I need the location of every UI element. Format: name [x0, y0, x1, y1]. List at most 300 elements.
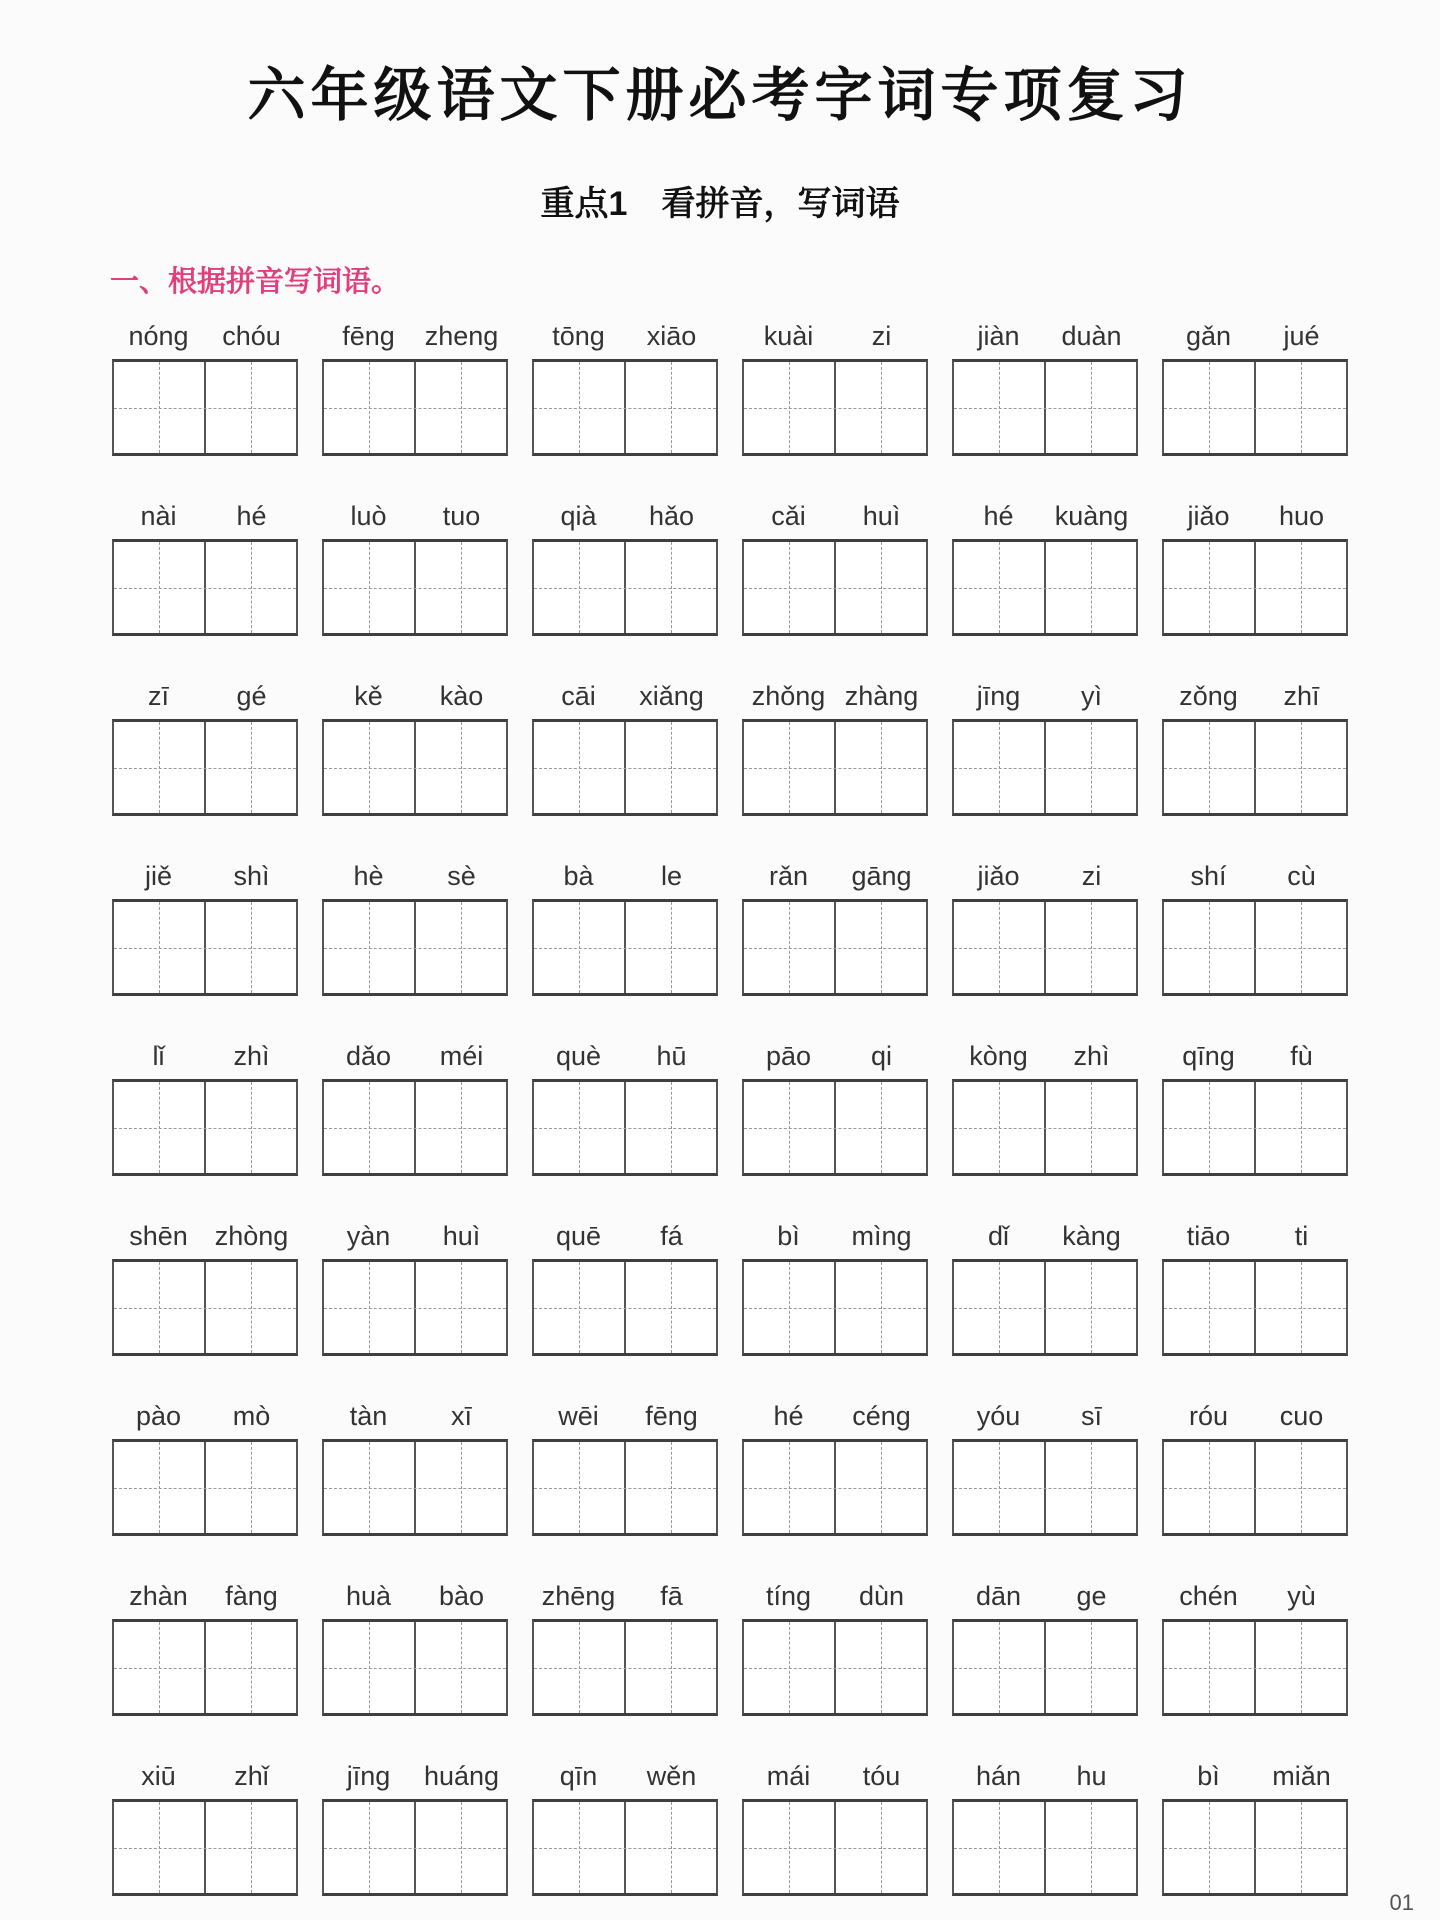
- word-pair: [322, 1390, 508, 1536]
- writing-cell[interactable]: [206, 362, 296, 453]
- pinyin-syllable: cuo: [1279, 1401, 1324, 1431]
- pinyin-label: [1162, 1390, 1348, 1432]
- page-title: 六年级语文下册必考字词专项复习: [247, 63, 1193, 128]
- pinyin-syllable: zhì: [233, 1041, 270, 1071]
- writing-cell[interactable]: [954, 542, 1046, 633]
- pinyin-label: [952, 670, 1138, 712]
- pinyin-row: [112, 1210, 1348, 1356]
- word-pair: [322, 1570, 508, 1716]
- writing-grid: [322, 1619, 508, 1716]
- writing-grid: [742, 1799, 928, 1896]
- pinyin-label: [1162, 490, 1348, 532]
- writing-grid: [112, 1259, 298, 1356]
- pinyin-syllable: qià: [560, 501, 597, 531]
- pinyin-syllable: hū: [656, 1041, 687, 1071]
- writing-cell[interactable]: [1256, 1802, 1346, 1893]
- writing-cell[interactable]: [1164, 722, 1256, 813]
- pinyin-syllable: tàn: [349, 1401, 388, 1431]
- writing-cell[interactable]: [114, 1622, 206, 1713]
- pinyin-syllable: jiàn: [977, 321, 1020, 351]
- word-pair: [742, 1390, 928, 1536]
- pinyin-syllable: chén: [1179, 1581, 1238, 1611]
- pinyin-row: [112, 1570, 1348, 1716]
- pinyin-syllable: tóu: [862, 1761, 901, 1791]
- pinyin-label: [952, 1750, 1138, 1792]
- writing-cell[interactable]: [626, 722, 716, 813]
- writing-cell[interactable]: [836, 722, 926, 813]
- writing-grid: [1162, 899, 1348, 996]
- pinyin-syllable: gāng: [851, 861, 912, 891]
- writing-cell[interactable]: [626, 1802, 716, 1893]
- word-pair: [532, 1030, 718, 1176]
- writing-cell[interactable]: [1164, 1442, 1256, 1533]
- writing-cell[interactable]: [534, 1622, 626, 1713]
- writing-grid: [322, 899, 508, 996]
- pinyin-syllable: yì: [1080, 681, 1102, 711]
- writing-cell[interactable]: [744, 1082, 836, 1173]
- pinyin-syllable: tuo: [442, 501, 481, 531]
- writing-cell[interactable]: [206, 902, 296, 993]
- page-number: 01: [1389, 1890, 1414, 1915]
- pinyin-label: [952, 1390, 1138, 1432]
- pinyin-label: [322, 1210, 508, 1252]
- writing-cell[interactable]: [416, 1262, 506, 1353]
- pinyin-syllable: nóng: [128, 321, 189, 351]
- pinyin-label: [112, 1750, 298, 1792]
- writing-cell[interactable]: [1256, 902, 1346, 993]
- pinyin-syllable: zhàng: [844, 681, 919, 711]
- writing-cell[interactable]: [114, 902, 206, 993]
- writing-cell[interactable]: [1046, 722, 1136, 813]
- writing-grid: [112, 1439, 298, 1536]
- pinyin-syllable: luò: [350, 501, 387, 531]
- pinyin-label: [112, 1390, 298, 1432]
- writing-cell[interactable]: [324, 902, 416, 993]
- writing-cell[interactable]: [744, 902, 836, 993]
- writing-cell[interactable]: [206, 542, 296, 633]
- pinyin-syllable: hé: [773, 1401, 804, 1431]
- writing-grid: [112, 1799, 298, 1896]
- pinyin-syllable: hán: [975, 1761, 1022, 1791]
- word-pair: [1162, 310, 1348, 456]
- pinyin-row: [112, 1030, 1348, 1176]
- word-pair: [952, 1030, 1138, 1176]
- writing-cell[interactable]: [534, 362, 626, 453]
- writing-cell[interactable]: [954, 902, 1046, 993]
- writing-grid: [112, 719, 298, 816]
- pinyin-label: [532, 1750, 718, 1792]
- pinyin-label: [742, 1390, 928, 1432]
- writing-cell[interactable]: [836, 1622, 926, 1713]
- writing-cell[interactable]: [1164, 1622, 1256, 1713]
- writing-grid: [112, 539, 298, 636]
- pinyin-label: [1162, 310, 1348, 352]
- writing-cell[interactable]: [1256, 722, 1346, 813]
- writing-cell[interactable]: [324, 722, 416, 813]
- writing-cell[interactable]: [1164, 902, 1256, 993]
- pinyin-label: [532, 1210, 718, 1252]
- pinyin-syllable: hè: [353, 861, 384, 891]
- writing-cell[interactable]: [1256, 1262, 1346, 1353]
- writing-cell[interactable]: [206, 722, 296, 813]
- pinyin-syllable: zheng: [424, 321, 499, 351]
- writing-cell[interactable]: [416, 722, 506, 813]
- word-pair: [1162, 1030, 1348, 1176]
- pinyin-syllable: fù: [1290, 1041, 1313, 1071]
- word-pair: [322, 1210, 508, 1356]
- pinyin-label: [742, 1750, 928, 1792]
- writing-grid: [532, 899, 718, 996]
- word-pair: [112, 1570, 298, 1716]
- pinyin-syllable: kuàng: [1054, 501, 1129, 531]
- pinyin-syllable: zǒng: [1179, 681, 1238, 711]
- word-pair: [952, 850, 1138, 996]
- word-pair: [532, 310, 718, 456]
- pinyin-syllable: méi: [439, 1041, 484, 1071]
- writing-cell[interactable]: [954, 722, 1046, 813]
- pinyin-syllable: gǎn: [1185, 321, 1232, 351]
- pinyin-syllable: zī: [147, 681, 169, 711]
- pinyin-syllable: hé: [983, 501, 1014, 531]
- writing-grid: [322, 359, 508, 456]
- writing-grid: [322, 539, 508, 636]
- pinyin-label: [112, 310, 298, 352]
- pinyin-label: [322, 1570, 508, 1612]
- writing-cell[interactable]: [114, 1442, 206, 1533]
- writing-cell[interactable]: [626, 1262, 716, 1353]
- pinyin-label: [532, 1570, 718, 1612]
- writing-grid: [742, 1439, 928, 1536]
- pinyin-label: [322, 1030, 508, 1072]
- pinyin-syllable: tíng: [765, 1581, 812, 1611]
- writing-cell[interactable]: [1256, 1442, 1346, 1533]
- word-pair: [532, 850, 718, 996]
- writing-cell[interactable]: [1164, 362, 1256, 453]
- pinyin-label: [532, 1030, 718, 1072]
- word-pair: [532, 670, 718, 816]
- writing-cell[interactable]: [836, 1082, 926, 1173]
- word-pair: [112, 490, 298, 636]
- pinyin-label: [742, 1570, 928, 1612]
- pinyin-syllable: mò: [232, 1401, 271, 1431]
- pinyin-syllable: zhī: [1283, 681, 1320, 711]
- writing-grid: [1162, 1439, 1348, 1536]
- writing-cell[interactable]: [954, 362, 1046, 453]
- pinyin-syllable: hé: [236, 501, 267, 531]
- pinyin-syllable: nài: [140, 501, 177, 531]
- pinyin-syllable: kuài: [763, 321, 814, 351]
- word-pair: [322, 1030, 508, 1176]
- writing-grid: [1162, 1619, 1348, 1716]
- pinyin-syllable: cù: [1287, 861, 1316, 891]
- writing-grid: [112, 1619, 298, 1716]
- pinyin-row: [112, 670, 1348, 816]
- writing-cell[interactable]: [626, 1622, 716, 1713]
- pinyin-label: [112, 850, 298, 892]
- writing-cell[interactable]: [534, 1442, 626, 1533]
- writing-cell[interactable]: [1046, 1442, 1136, 1533]
- writing-cell[interactable]: [836, 542, 926, 633]
- writing-cell[interactable]: [744, 362, 836, 453]
- word-pair: [952, 1570, 1138, 1716]
- pinyin-syllable: huáng: [423, 1761, 500, 1791]
- word-pair: [532, 1210, 718, 1356]
- pinyin-label: [742, 310, 928, 352]
- pinyin-syllable: ge: [1076, 1581, 1107, 1611]
- pinyin-label: [112, 490, 298, 532]
- worksheet-rows: [112, 310, 1348, 1896]
- pinyin-syllable: qīn: [559, 1761, 598, 1791]
- word-pair: [742, 1750, 928, 1896]
- pinyin-label: [1162, 1210, 1348, 1252]
- pinyin-syllable: lǐ: [152, 1041, 165, 1071]
- pinyin-syllable: dǎo: [345, 1041, 392, 1071]
- pinyin-syllable: miǎn: [1272, 1761, 1331, 1791]
- writing-grid: [1162, 1259, 1348, 1356]
- writing-grid: [1162, 359, 1348, 456]
- word-pair: [742, 490, 928, 636]
- writing-cell[interactable]: [114, 1802, 206, 1893]
- pinyin-row: [112, 1390, 1348, 1536]
- pinyin-syllable: chóu: [222, 321, 281, 351]
- pinyin-syllable: xiǎng: [639, 681, 704, 711]
- writing-cell[interactable]: [626, 362, 716, 453]
- writing-cell[interactable]: [324, 1622, 416, 1713]
- writing-grid: [952, 539, 1138, 636]
- writing-cell[interactable]: [1164, 1082, 1256, 1173]
- writing-cell[interactable]: [1256, 542, 1346, 633]
- pinyin-syllable: zi: [1081, 861, 1102, 891]
- writing-cell[interactable]: [416, 902, 506, 993]
- word-pair: [1162, 670, 1348, 816]
- writing-cell[interactable]: [534, 542, 626, 633]
- word-pair: [112, 850, 298, 996]
- pinyin-row: [112, 310, 1348, 456]
- pinyin-syllable: què: [555, 1041, 602, 1071]
- writing-cell[interactable]: [416, 542, 506, 633]
- writing-cell[interactable]: [954, 1622, 1046, 1713]
- writing-cell[interactable]: [416, 1082, 506, 1173]
- writing-cell[interactable]: [626, 542, 716, 633]
- pinyin-syllable: kào: [439, 681, 484, 711]
- writing-cell[interactable]: [1164, 542, 1256, 633]
- pinyin-label: [532, 670, 718, 712]
- writing-cell[interactable]: [744, 1442, 836, 1533]
- writing-cell[interactable]: [1046, 1802, 1136, 1893]
- pinyin-label: [322, 1390, 508, 1432]
- pinyin-syllable: xiū: [141, 1761, 176, 1791]
- writing-cell[interactable]: [114, 362, 206, 453]
- writing-cell[interactable]: [836, 1802, 926, 1893]
- writing-cell[interactable]: [324, 542, 416, 633]
- writing-cell[interactable]: [324, 362, 416, 453]
- pinyin-label: [112, 1570, 298, 1612]
- writing-cell[interactable]: [114, 722, 206, 813]
- word-pair: [532, 490, 718, 636]
- word-pair: [952, 1210, 1138, 1356]
- writing-cell[interactable]: [1046, 1622, 1136, 1713]
- writing-cell[interactable]: [416, 362, 506, 453]
- writing-grid: [322, 719, 508, 816]
- pinyin-syllable: quē: [555, 1221, 602, 1251]
- writing-cell[interactable]: [744, 1262, 836, 1353]
- writing-cell[interactable]: [534, 1802, 626, 1893]
- pinyin-label: [322, 490, 508, 532]
- writing-cell[interactable]: [626, 1442, 716, 1533]
- word-pair: [742, 310, 928, 456]
- writing-cell[interactable]: [416, 1622, 506, 1713]
- writing-cell[interactable]: [1256, 1622, 1346, 1713]
- word-pair: [1162, 1210, 1348, 1356]
- writing-cell[interactable]: [836, 1262, 926, 1353]
- writing-cell[interactable]: [416, 1802, 506, 1893]
- writing-cell[interactable]: [954, 1802, 1046, 1893]
- writing-grid: [532, 719, 718, 816]
- writing-grid: [742, 1079, 928, 1176]
- writing-grid: [322, 1079, 508, 1176]
- writing-cell[interactable]: [836, 362, 926, 453]
- pinyin-syllable: yóu: [976, 1401, 1021, 1431]
- writing-cell[interactable]: [744, 722, 836, 813]
- writing-cell[interactable]: [1046, 1262, 1136, 1353]
- writing-grid: [952, 1619, 1138, 1716]
- pinyin-syllable: céng: [852, 1401, 911, 1431]
- pinyin-syllable: zhàn: [129, 1581, 188, 1611]
- pinyin-syllable: dān: [975, 1581, 1022, 1611]
- writing-cell[interactable]: [324, 1802, 416, 1893]
- pinyin-syllable: shí: [1190, 861, 1227, 891]
- word-pair: [112, 1210, 298, 1356]
- word-pair: [742, 1030, 928, 1176]
- writing-cell[interactable]: [534, 1262, 626, 1353]
- writing-cell[interactable]: [954, 1262, 1046, 1353]
- writing-cell[interactable]: [1164, 1262, 1256, 1353]
- writing-grid: [952, 719, 1138, 816]
- writing-grid: [952, 1439, 1138, 1536]
- writing-grid: [1162, 719, 1348, 816]
- writing-cell[interactable]: [1256, 362, 1346, 453]
- pinyin-syllable: hǎo: [648, 501, 695, 531]
- writing-grid: [532, 1079, 718, 1176]
- word-pair: [1162, 850, 1348, 996]
- pinyin-syllable: cǎi: [771, 501, 806, 531]
- word-pair: [112, 1390, 298, 1536]
- writing-cell[interactable]: [836, 1442, 926, 1533]
- writing-cell[interactable]: [1046, 1082, 1136, 1173]
- pinyin-syllable: huì: [862, 501, 901, 531]
- pinyin-syllable: tiāo: [1186, 1221, 1231, 1251]
- writing-cell[interactable]: [1046, 362, 1136, 453]
- pinyin-label: [532, 1390, 718, 1432]
- writing-cell[interactable]: [206, 1802, 296, 1893]
- writing-grid: [112, 1079, 298, 1176]
- word-pair: [1162, 1750, 1348, 1896]
- writing-cell[interactable]: [836, 902, 926, 993]
- writing-cell[interactable]: [954, 1442, 1046, 1533]
- writing-cell[interactable]: [626, 902, 716, 993]
- writing-cell[interactable]: [416, 1442, 506, 1533]
- pinyin-syllable: sè: [447, 861, 476, 891]
- section-heading: 一、根据拼音写词语。: [110, 266, 401, 298]
- pinyin-syllable: yàn: [346, 1221, 391, 1251]
- writing-cell[interactable]: [744, 1622, 836, 1713]
- word-pair: [532, 1750, 718, 1896]
- writing-grid: [952, 1799, 1138, 1896]
- word-pair: [322, 1750, 508, 1896]
- writing-grid: [952, 359, 1138, 456]
- pinyin-syllable: fá: [660, 1221, 683, 1251]
- writing-cell[interactable]: [534, 902, 626, 993]
- writing-cell[interactable]: [206, 1622, 296, 1713]
- word-pair: [112, 310, 298, 456]
- writing-grid: [322, 1799, 508, 1896]
- pinyin-syllable: bì: [777, 1221, 800, 1251]
- writing-cell[interactable]: [1256, 1082, 1346, 1173]
- writing-cell[interactable]: [206, 1262, 296, 1353]
- pinyin-syllable: tōng: [552, 321, 605, 351]
- writing-grid: [1162, 539, 1348, 636]
- writing-cell[interactable]: [206, 1082, 296, 1173]
- writing-cell[interactable]: [534, 722, 626, 813]
- pinyin-syllable: hu: [1076, 1761, 1107, 1791]
- writing-grid: [1162, 1079, 1348, 1176]
- pinyin-label: [742, 850, 928, 892]
- pinyin-label: [952, 1210, 1138, 1252]
- writing-grid: [532, 539, 718, 636]
- word-pair: [952, 670, 1138, 816]
- word-pair: [1162, 1390, 1348, 1536]
- writing-cell[interactable]: [206, 1442, 296, 1533]
- writing-grid: [532, 1259, 718, 1356]
- writing-cell[interactable]: [114, 1082, 206, 1173]
- pinyin-label: [532, 490, 718, 532]
- writing-cell[interactable]: [626, 1082, 716, 1173]
- writing-cell[interactable]: [954, 1082, 1046, 1173]
- writing-cell[interactable]: [324, 1262, 416, 1353]
- writing-cell[interactable]: [534, 1082, 626, 1173]
- pinyin-syllable: bì: [1197, 1761, 1220, 1791]
- pinyin-label: [952, 490, 1138, 532]
- pinyin-syllable: xiāo: [646, 321, 697, 351]
- pinyin-label: [322, 670, 508, 712]
- writing-cell[interactable]: [324, 1082, 416, 1173]
- writing-cell[interactable]: [744, 1802, 836, 1893]
- word-pair: [952, 1390, 1138, 1536]
- pinyin-syllable: wěn: [646, 1761, 697, 1791]
- pinyin-syllable: jué: [1283, 321, 1320, 351]
- writing-cell[interactable]: [1046, 542, 1136, 633]
- writing-cell[interactable]: [114, 1262, 206, 1353]
- word-pair: [532, 1570, 718, 1716]
- pinyin-syllable: qi: [870, 1041, 892, 1071]
- word-pair: [952, 490, 1138, 636]
- pinyin-syllable: yù: [1287, 1581, 1316, 1611]
- pinyin-row: [112, 490, 1348, 636]
- pinyin-label: [952, 850, 1138, 892]
- writing-cell[interactable]: [114, 542, 206, 633]
- pinyin-syllable: qīng: [1182, 1041, 1235, 1071]
- word-pair: [1162, 490, 1348, 636]
- pinyin-row: [112, 1750, 1348, 1896]
- writing-cell[interactable]: [1046, 902, 1136, 993]
- pinyin-label: [742, 490, 928, 532]
- writing-cell[interactable]: [744, 542, 836, 633]
- writing-cell[interactable]: [324, 1442, 416, 1533]
- pinyin-label: [112, 670, 298, 712]
- writing-grid: [322, 1439, 508, 1536]
- word-pair: [742, 1210, 928, 1356]
- writing-cell[interactable]: [1164, 1802, 1256, 1893]
